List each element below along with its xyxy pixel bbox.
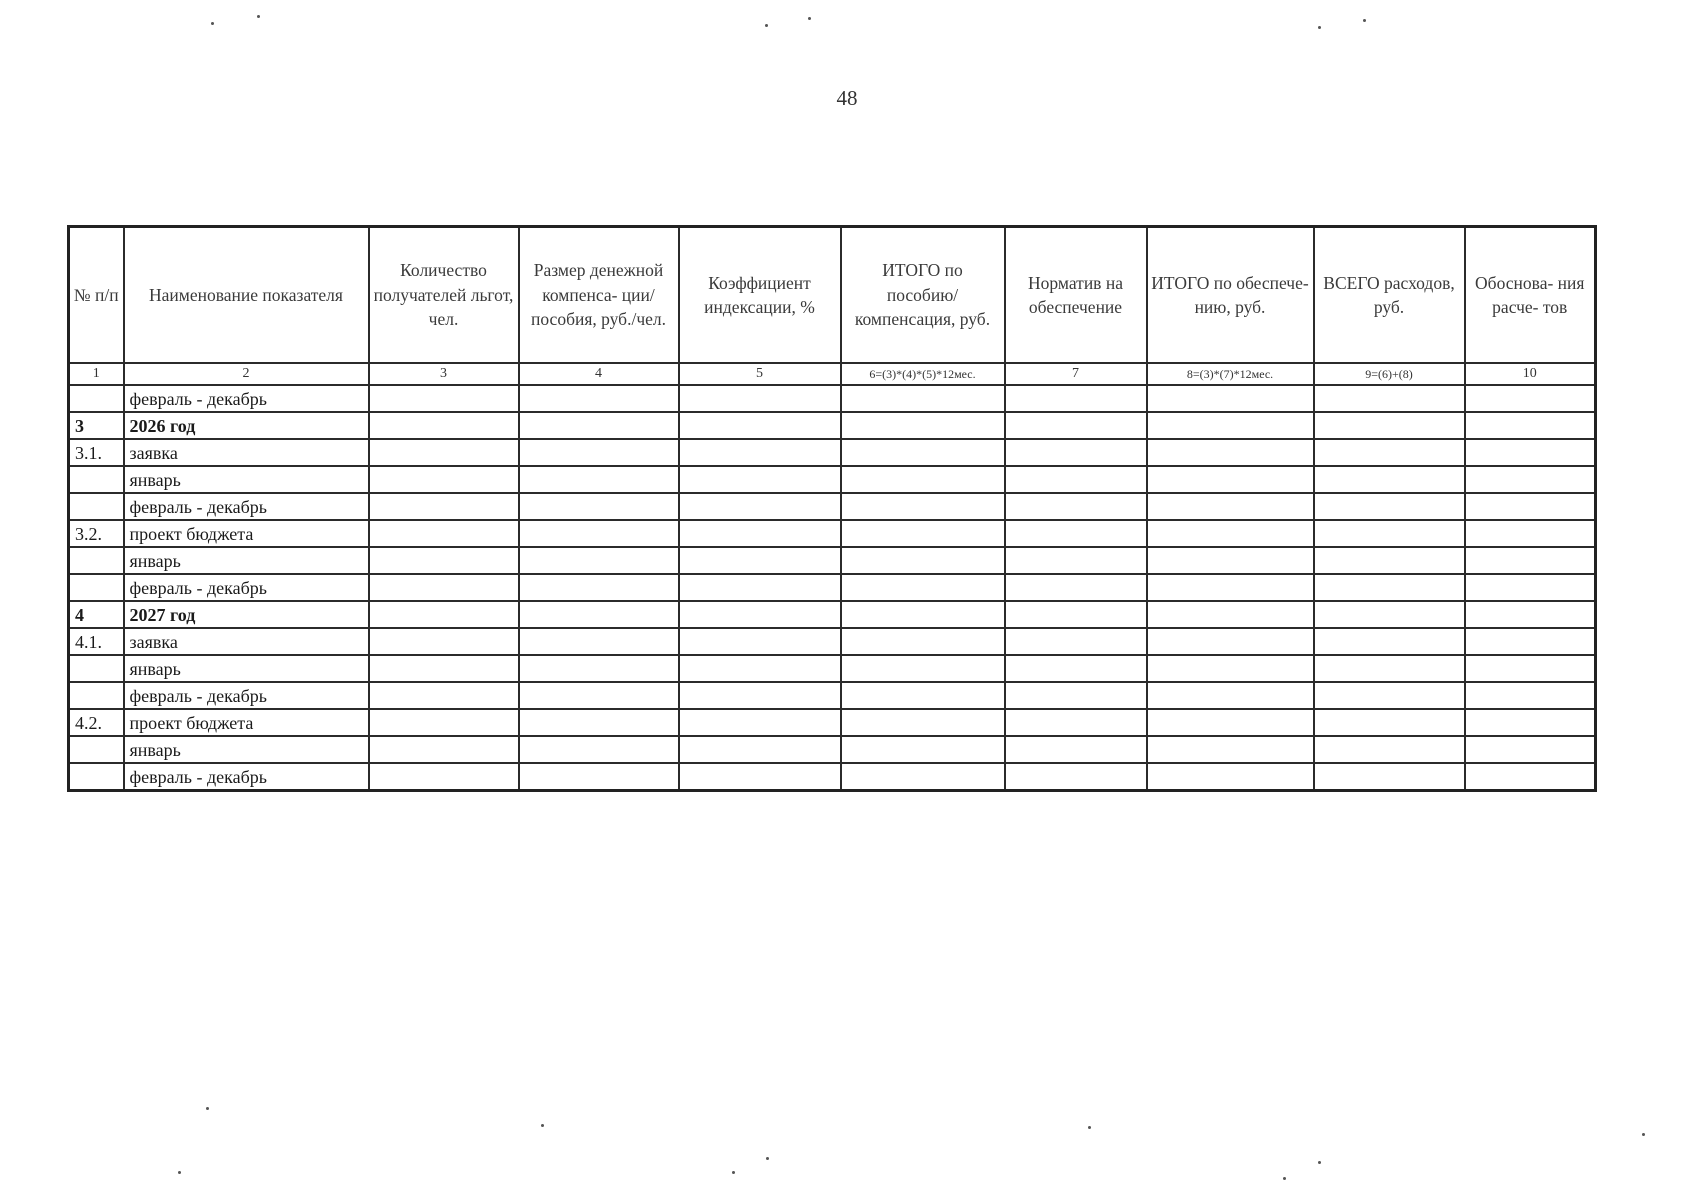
- empty-value-cell: [1314, 601, 1465, 628]
- empty-value-cell: [1005, 682, 1147, 709]
- row-number-cell: 3: [69, 412, 124, 439]
- empty-value-cell: [1314, 682, 1465, 709]
- empty-value-cell: [679, 520, 841, 547]
- empty-value-cell: [679, 628, 841, 655]
- empty-value-cell: [1465, 520, 1596, 547]
- empty-value-cell: [369, 655, 519, 682]
- empty-value-cell: [1465, 547, 1596, 574]
- empty-value-cell: [369, 709, 519, 736]
- empty-value-cell: [1005, 466, 1147, 493]
- empty-value-cell: [1005, 385, 1147, 412]
- indicator-name-cell: январь: [124, 736, 369, 763]
- row-number-cell: [69, 736, 124, 763]
- empty-value-cell: [1147, 736, 1314, 763]
- table-row: [69, 655, 1596, 682]
- column-number-cell: 2: [124, 363, 369, 385]
- indicator-name-cell: февраль - декабрь: [124, 574, 369, 601]
- empty-value-cell: [841, 574, 1005, 601]
- empty-value-cell: [1314, 547, 1465, 574]
- empty-value-cell: [1147, 412, 1314, 439]
- column-number-cell: 6=(3)*(4)*(5)*12мес.: [841, 363, 1005, 385]
- empty-value-cell: [1314, 412, 1465, 439]
- indicator-name-cell: январь: [124, 466, 369, 493]
- empty-value-cell: [1005, 493, 1147, 520]
- indicator-name-cell: февраль - декабрь: [124, 493, 369, 520]
- empty-value-cell: [1147, 763, 1314, 791]
- empty-value-cell: [369, 412, 519, 439]
- empty-value-cell: [1465, 412, 1596, 439]
- empty-value-cell: [1314, 520, 1465, 547]
- empty-value-cell: [841, 655, 1005, 682]
- indicator-name-cell: январь: [124, 547, 369, 574]
- table-body: [69, 363, 1596, 791]
- indicator-name-cell: февраль - декабрь: [124, 682, 369, 709]
- empty-value-cell: [1147, 493, 1314, 520]
- table-row: [69, 520, 1596, 547]
- empty-value-cell: [519, 763, 679, 791]
- empty-value-cell: [369, 493, 519, 520]
- empty-value-cell: [519, 709, 679, 736]
- empty-value-cell: [519, 412, 679, 439]
- empty-value-cell: [1314, 493, 1465, 520]
- table-row: [69, 628, 1596, 655]
- column-number-cell: 10: [1465, 363, 1596, 385]
- scan-speck: [732, 1171, 735, 1174]
- empty-value-cell: [1465, 493, 1596, 520]
- column-header: Размер денежной компенса- ции/пособия, руб./чел.: [519, 227, 679, 364]
- table-row: [69, 763, 1596, 791]
- empty-value-cell: [1005, 574, 1147, 601]
- empty-value-cell: [1314, 655, 1465, 682]
- header-row: [69, 227, 1596, 364]
- scan-speck: [211, 22, 214, 25]
- empty-value-cell: [679, 574, 841, 601]
- column-number-cell: 7: [1005, 363, 1147, 385]
- empty-value-cell: [519, 493, 679, 520]
- empty-value-cell: [1005, 547, 1147, 574]
- empty-value-cell: [519, 547, 679, 574]
- empty-value-cell: [1314, 439, 1465, 466]
- empty-value-cell: [519, 466, 679, 493]
- indicator-name-cell: январь: [124, 655, 369, 682]
- empty-value-cell: [519, 574, 679, 601]
- table-row: [69, 574, 1596, 601]
- empty-value-cell: [841, 412, 1005, 439]
- empty-value-cell: [841, 736, 1005, 763]
- empty-value-cell: [369, 466, 519, 493]
- empty-value-cell: [1465, 574, 1596, 601]
- row-number-cell: [69, 547, 124, 574]
- empty-value-cell: [1005, 520, 1147, 547]
- scan-speck: [1318, 1161, 1321, 1164]
- empty-value-cell: [519, 628, 679, 655]
- indicator-name-cell: проект бюджета: [124, 520, 369, 547]
- row-number-cell: [69, 682, 124, 709]
- empty-value-cell: [1465, 709, 1596, 736]
- page-number: 48: [836, 86, 858, 110]
- indicator-name-cell: 2027 год: [124, 601, 369, 628]
- empty-value-cell: [841, 709, 1005, 736]
- indicator-name-cell: февраль - декабрь: [124, 763, 369, 791]
- indicator-name-cell: 2026 год: [124, 412, 369, 439]
- row-number-cell: 4.2.: [69, 709, 124, 736]
- row-number-cell: [69, 493, 124, 520]
- column-header: ИТОГО по обеспече- нию, руб.: [1147, 227, 1314, 364]
- scan-speck: [1283, 1177, 1286, 1180]
- table-row: [69, 412, 1596, 439]
- column-header: Количество получателей льгот, чел.: [369, 227, 519, 364]
- empty-value-cell: [1314, 736, 1465, 763]
- empty-value-cell: [1465, 682, 1596, 709]
- empty-value-cell: [1465, 439, 1596, 466]
- empty-value-cell: [841, 763, 1005, 791]
- empty-value-cell: [841, 493, 1005, 520]
- table-row: [69, 466, 1596, 493]
- empty-value-cell: [841, 520, 1005, 547]
- table-row: [69, 736, 1596, 763]
- row-number-cell: [69, 466, 124, 493]
- scan-speck: [206, 1107, 209, 1110]
- scan-speck: [1642, 1133, 1645, 1136]
- empty-value-cell: [841, 547, 1005, 574]
- empty-value-cell: [1147, 520, 1314, 547]
- row-number-cell: [69, 763, 124, 791]
- empty-value-cell: [679, 709, 841, 736]
- column-header: № п/п: [69, 227, 124, 364]
- empty-value-cell: [1465, 601, 1596, 628]
- empty-value-cell: [369, 385, 519, 412]
- empty-value-cell: [1465, 763, 1596, 791]
- scan-speck: [765, 24, 768, 27]
- column-header: Норматив на обеспечение: [1005, 227, 1147, 364]
- empty-value-cell: [679, 385, 841, 412]
- scan-speck: [766, 1157, 769, 1160]
- empty-value-cell: [369, 574, 519, 601]
- empty-value-cell: [1314, 763, 1465, 791]
- empty-value-cell: [841, 601, 1005, 628]
- empty-value-cell: [1147, 628, 1314, 655]
- empty-value-cell: [679, 493, 841, 520]
- scan-speck: [1088, 1126, 1091, 1129]
- scan-speck: [1363, 19, 1366, 22]
- empty-value-cell: [519, 601, 679, 628]
- empty-value-cell: [1005, 655, 1147, 682]
- table-row: [69, 439, 1596, 466]
- column-number-row: [69, 363, 1596, 385]
- empty-value-cell: [1005, 628, 1147, 655]
- empty-value-cell: [1147, 682, 1314, 709]
- column-number-cell: 3: [369, 363, 519, 385]
- empty-value-cell: [841, 466, 1005, 493]
- empty-value-cell: [1314, 709, 1465, 736]
- column-header: Наименование показателя: [124, 227, 369, 364]
- row-number-cell: 3.1.: [69, 439, 124, 466]
- empty-value-cell: [1005, 601, 1147, 628]
- row-number-cell: [69, 385, 124, 412]
- empty-value-cell: [1465, 655, 1596, 682]
- empty-value-cell: [679, 439, 841, 466]
- empty-value-cell: [1147, 439, 1314, 466]
- table-row: [69, 682, 1596, 709]
- empty-value-cell: [679, 682, 841, 709]
- empty-value-cell: [1005, 709, 1147, 736]
- table-row: [69, 547, 1596, 574]
- empty-value-cell: [679, 601, 841, 628]
- empty-value-cell: [1314, 385, 1465, 412]
- empty-value-cell: [369, 736, 519, 763]
- column-number-cell: 5: [679, 363, 841, 385]
- empty-value-cell: [1005, 763, 1147, 791]
- scan-speck: [1318, 26, 1321, 29]
- empty-value-cell: [1005, 439, 1147, 466]
- table-header: [69, 227, 1596, 364]
- empty-value-cell: [1005, 412, 1147, 439]
- scan-speck: [541, 1124, 544, 1127]
- empty-value-cell: [1314, 628, 1465, 655]
- scan-speck: [808, 17, 811, 20]
- table-row: [69, 385, 1596, 412]
- empty-value-cell: [1005, 736, 1147, 763]
- column-number-cell: 8=(3)*(7)*12мес.: [1147, 363, 1314, 385]
- scan-speck: [257, 15, 260, 18]
- empty-value-cell: [519, 655, 679, 682]
- empty-value-cell: [1314, 466, 1465, 493]
- row-number-cell: 4.1.: [69, 628, 124, 655]
- empty-value-cell: [841, 439, 1005, 466]
- empty-value-cell: [369, 628, 519, 655]
- empty-value-cell: [1147, 385, 1314, 412]
- indicator-name-cell: заявка: [124, 628, 369, 655]
- column-header: Обоснова- ния расче- тов: [1465, 227, 1596, 364]
- table-row: [69, 601, 1596, 628]
- empty-value-cell: [1465, 736, 1596, 763]
- empty-value-cell: [679, 466, 841, 493]
- table-row: [69, 493, 1596, 520]
- empty-value-cell: [679, 547, 841, 574]
- empty-value-cell: [679, 655, 841, 682]
- empty-value-cell: [841, 682, 1005, 709]
- expense-calculation-table: [67, 225, 1597, 792]
- row-number-cell: [69, 655, 124, 682]
- column-header: ВСЕГО расходов, руб.: [1314, 227, 1465, 364]
- row-number-cell: 4: [69, 601, 124, 628]
- empty-value-cell: [369, 763, 519, 791]
- empty-value-cell: [519, 520, 679, 547]
- empty-value-cell: [369, 601, 519, 628]
- empty-value-cell: [1465, 385, 1596, 412]
- empty-value-cell: [679, 736, 841, 763]
- empty-value-cell: [369, 520, 519, 547]
- column-header: Коэффициент индексации, %: [679, 227, 841, 364]
- empty-value-cell: [369, 439, 519, 466]
- empty-value-cell: [841, 385, 1005, 412]
- empty-value-cell: [369, 682, 519, 709]
- column-number-cell: 9=(6)+(8): [1314, 363, 1465, 385]
- empty-value-cell: [519, 736, 679, 763]
- empty-value-cell: [1147, 547, 1314, 574]
- empty-value-cell: [1147, 466, 1314, 493]
- indicator-name-cell: февраль - декабрь: [124, 385, 369, 412]
- column-header: ИТОГО по пособию/ компенсация, руб.: [841, 227, 1005, 364]
- row-number-cell: [69, 574, 124, 601]
- empty-value-cell: [519, 385, 679, 412]
- empty-value-cell: [679, 763, 841, 791]
- indicator-name-cell: проект бюджета: [124, 709, 369, 736]
- empty-value-cell: [1147, 601, 1314, 628]
- empty-value-cell: [369, 547, 519, 574]
- empty-value-cell: [1465, 628, 1596, 655]
- column-number-cell: 1: [69, 363, 124, 385]
- column-number-cell: 4: [519, 363, 679, 385]
- indicator-name-cell: заявка: [124, 439, 369, 466]
- empty-value-cell: [679, 412, 841, 439]
- empty-value-cell: [1314, 574, 1465, 601]
- empty-value-cell: [519, 439, 679, 466]
- table-row: [69, 709, 1596, 736]
- empty-value-cell: [1147, 709, 1314, 736]
- empty-value-cell: [519, 682, 679, 709]
- empty-value-cell: [1147, 574, 1314, 601]
- empty-value-cell: [841, 628, 1005, 655]
- scan-speck: [178, 1171, 181, 1174]
- empty-value-cell: [1147, 655, 1314, 682]
- empty-value-cell: [1465, 466, 1596, 493]
- row-number-cell: 3.2.: [69, 520, 124, 547]
